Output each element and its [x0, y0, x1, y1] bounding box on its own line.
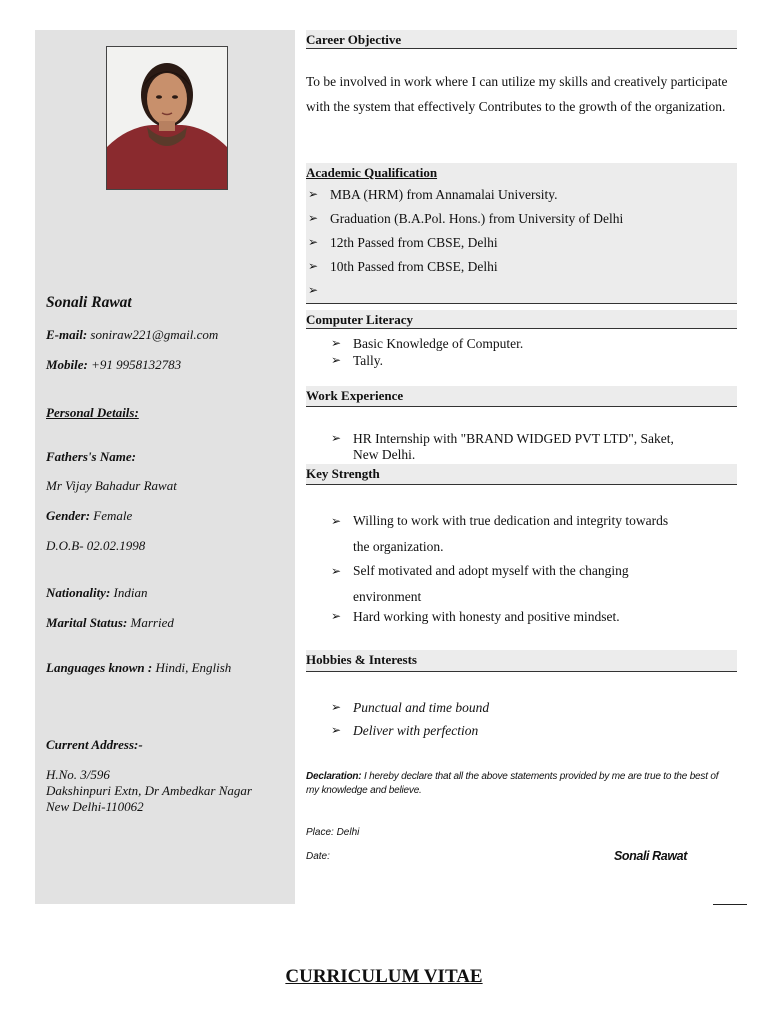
nationality-label: Nationality:: [46, 585, 111, 600]
arrow-bullet-icon: ➢: [308, 283, 319, 297]
career-objective-text: To be involved in work where I can utilize my skills and creatively participate with the system that effectively Contributes to the growth of the organization.: [306, 74, 728, 114]
academic-item: [308, 259, 498, 275]
arrow-bullet-icon: ➢: [331, 700, 342, 714]
languages-value: Hindi, English: [155, 660, 232, 675]
strength-item: [331, 508, 668, 560]
strength-item-text: Hard working with honesty and positive mindset.: [353, 609, 620, 624]
nationality-value: Indian: [113, 585, 148, 600]
place-text: Place: Delhi: [306, 827, 360, 838]
mobile-label: Mobile:: [46, 357, 88, 372]
gender-value: Female: [93, 508, 133, 523]
computer-item-text: Tally.: [353, 353, 384, 368]
mobile-row: [46, 357, 181, 373]
academic-panel: [306, 163, 737, 304]
address-line-3: New Delhi-110062: [46, 799, 144, 814]
profile-photo: [106, 46, 228, 190]
hobby-item-text: Punctual and time bound: [353, 700, 490, 715]
address-line-2: Dakshinpuri Extn, Dr Ambedkar Nagar: [46, 783, 252, 798]
gender-label: Gender:: [46, 508, 91, 523]
academic-item-text: MBA (HRM) from Annamalai University.: [330, 187, 558, 202]
computer-item: [331, 336, 523, 352]
arrow-bullet-icon: ➢: [308, 235, 319, 249]
work-experience-heading: Work Experience: [306, 386, 737, 407]
hobby-item: [331, 723, 478, 739]
work-item-text: [353, 431, 674, 463]
arrow-bullet-icon: ➢: [331, 609, 342, 623]
nationality-row: [46, 585, 147, 601]
declaration-text: [306, 770, 731, 798]
arrow-bullet-icon: ➢: [308, 259, 319, 273]
father-label: [46, 449, 136, 465]
email-label: E-mail:: [46, 327, 88, 342]
dob-row: D.O.B- 02.02.1998: [46, 538, 146, 553]
marital-label: Marital Status:: [46, 615, 128, 630]
strength-item: [331, 609, 620, 625]
academic-item: [308, 235, 498, 251]
work-item: [331, 431, 674, 463]
hobbies-heading: Hobbies & Interests: [306, 650, 737, 672]
declaration-body: I hereby declare that all the above statements provided by me are true to the best of my knowledge and believe.: [306, 771, 719, 796]
academic-item: [308, 283, 330, 297]
signature-name: Sonali Rawat: [614, 849, 687, 863]
portrait-image: [107, 47, 227, 189]
strength-item-text: [353, 558, 629, 610]
arrow-bullet-icon: ➢: [331, 514, 342, 528]
personal-details-heading: Personal Details:: [46, 405, 139, 420]
arrow-bullet-icon: ➢: [331, 431, 342, 445]
arrow-bullet-icon: ➢: [331, 564, 342, 578]
academic-item: [308, 211, 623, 227]
address-line-1: H.No. 3/596: [46, 767, 110, 782]
address-label-text: Current Address:-: [46, 737, 143, 752]
languages-label: Languages known :: [46, 660, 153, 675]
computer-item: [331, 353, 383, 369]
strength-item: [331, 558, 629, 610]
strength-line: Self motivated and adopt myself with the changing: [353, 563, 629, 578]
work-line-1: HR Internship with "BRAND WIDGED PVT LTD", Saket,: [353, 431, 674, 446]
work-line-2: New Delhi.: [353, 447, 416, 462]
candidate-name: Sonali Rawat: [46, 294, 132, 311]
computer-literacy-heading: Computer Literacy: [306, 310, 737, 329]
divider: [713, 904, 747, 905]
marital-row: [46, 615, 174, 631]
arrow-bullet-icon: ➢: [308, 211, 319, 225]
date-text: Date:: [306, 851, 330, 862]
arrow-bullet-icon: ➢: [331, 723, 342, 737]
father-value: Mr Vijay Bahadur Rawat: [46, 478, 177, 493]
address-block: [46, 767, 252, 815]
document-title: CURRICULUM VITAE: [285, 966, 483, 987]
computer-item-text: Basic Knowledge of Computer.: [353, 336, 524, 351]
hobby-item-text: Deliver with perfection: [353, 723, 479, 738]
strength-item-text: [353, 508, 668, 560]
address-label: [46, 737, 143, 753]
gender-row: [46, 508, 132, 524]
academic-item-text: 12th Passed from CBSE, Delhi: [330, 235, 498, 250]
academic-item-text: Graduation (B.A.Pol. Hons.) from University of Delhi: [330, 211, 624, 226]
mobile-value: +91 9958132783: [91, 357, 182, 372]
academic-item: [308, 187, 557, 203]
languages-row: [46, 660, 231, 676]
career-objective-heading: Career Objective: [306, 30, 737, 49]
arrow-bullet-icon: ➢: [308, 187, 319, 201]
arrow-bullet-icon: ➢: [331, 353, 342, 367]
academic-heading: Academic Qualification: [306, 165, 438, 180]
father-label-text: Fathers's Name:: [46, 449, 136, 464]
strength-line: Willing to work with true dedication and integrity towards: [353, 513, 669, 528]
key-strength-heading: Key Strength: [306, 464, 737, 485]
hobby-item: [331, 700, 489, 716]
strength-line: the organization.: [353, 539, 444, 554]
strength-line: environment: [353, 589, 422, 604]
academic-item-text: 10th Passed from CBSE, Delhi: [330, 259, 498, 274]
marital-value: Married: [130, 615, 174, 630]
email-row: [46, 327, 218, 343]
declaration-label: Declaration:: [306, 771, 362, 782]
arrow-bullet-icon: ➢: [331, 336, 342, 350]
email-value: soniraw221@gmail.com: [90, 327, 219, 342]
